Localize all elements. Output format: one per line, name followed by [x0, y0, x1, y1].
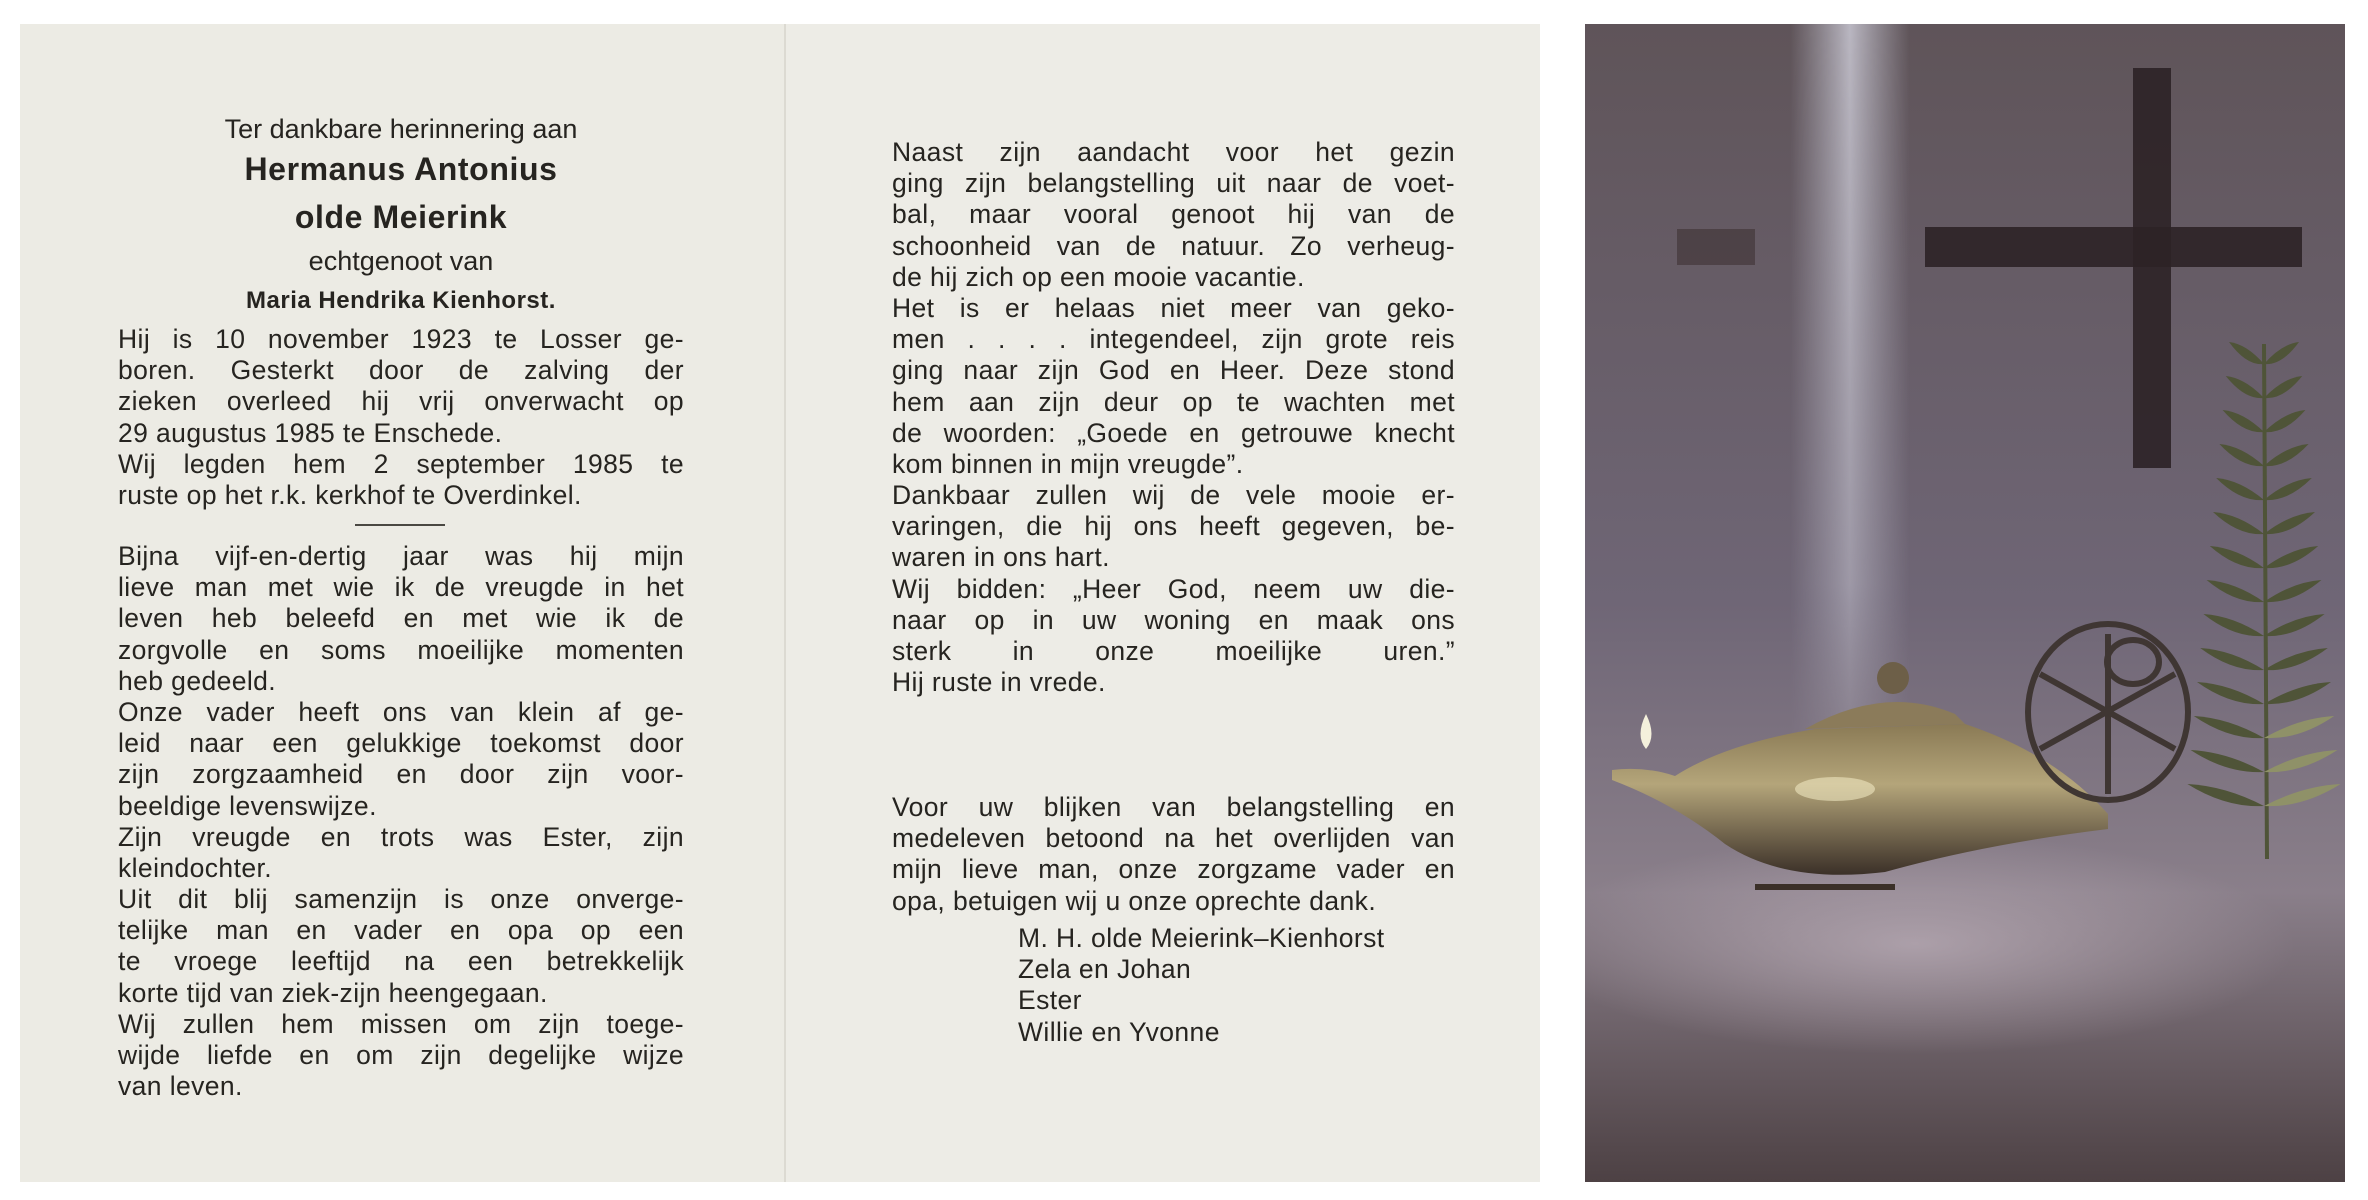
- memorial-illustration: [1585, 24, 2345, 1182]
- text-line: kleindochter.: [118, 852, 272, 883]
- spouse-name: Maria Hendrika Kienhorst.: [246, 287, 556, 314]
- deceased-name-line1: Hermanus Antonius: [244, 151, 558, 187]
- text-line: leid naar een gelukkige toekomst door: [118, 728, 684, 759]
- text-line: Hij is 10 november 1923 te Losser ge-: [118, 324, 684, 354]
- remembrance-block: [118, 541, 684, 1102]
- text-line: opa, betuigen wij u onze oprechte dank.: [892, 885, 1377, 916]
- text-line: leven heb beleefd en met wie ik de: [118, 603, 684, 634]
- text-line: Wij bidden: „Heer God, neem uw die-: [892, 573, 1455, 604]
- text-line: Wij legden hem 2 september 1985 te: [118, 448, 684, 479]
- text-line: varingen, die hij ons heeft gegeven, be-: [892, 511, 1455, 542]
- text-line: beeldige levenswijze.: [118, 790, 377, 821]
- signature-name: Willie en Yvonne: [1018, 1016, 1220, 1047]
- text-line: sterk in onze moeilijke uren.”: [892, 636, 1455, 666]
- text-line: men . . . . integendeel, zijn grote reis: [892, 324, 1455, 355]
- text-line: zorgvolle en soms moeilijke momenten: [118, 634, 684, 665]
- text-line: lieve man met wie ik de vreugde in het: [118, 572, 684, 603]
- text-line: waren in ons hart.: [892, 542, 1110, 573]
- text-line: zijn zorgzaamheid en door zijn voor-: [118, 759, 684, 790]
- text-line: zieken overleed hij vrij onverwacht op: [118, 386, 684, 417]
- text-line: mijn lieve man, onze zorgzame vader en: [892, 854, 1455, 885]
- deceased-name-line2: olde Meierink: [294, 199, 508, 235]
- signature-name: M. H. olde Meierink–Kienhorst: [1018, 923, 1385, 953]
- text-line: medeleven betoond na het overlijden van: [892, 823, 1455, 854]
- text-line: Bijna vijf-en-dertig jaar was hij mijn: [118, 541, 684, 571]
- text-line: wijde liefde en om zijn degelijke wijze: [118, 1040, 684, 1070]
- text-line: telijke man en vader en opa op een: [118, 915, 684, 946]
- text-line: schoonheid van de natuur. Zo verheug-: [892, 230, 1455, 261]
- intro-text: Ter dankbare herinnering aan: [224, 114, 578, 144]
- text-line: te vroege leeftijd na een betrekkelijk: [118, 946, 684, 977]
- text-line: de hij zich op een mooie vacantie.: [892, 261, 1305, 292]
- text-line: Zijn vreugde en trots was Ester, zijn: [118, 821, 684, 852]
- text-line: Naast zijn aandacht voor het gezin: [892, 137, 1455, 167]
- text-line: heb gedeeld.: [118, 665, 277, 696]
- text-line: Wij zullen hem missen om zijn toege-: [118, 1008, 684, 1039]
- text-line: Het is er helaas niet meer van geko-: [892, 292, 1455, 323]
- text-line: Onze vader heeft ons van klein af ge-: [118, 696, 684, 727]
- text-line: van leven.: [118, 1071, 243, 1102]
- tribute-block: [892, 137, 1455, 698]
- biography-block: [118, 324, 684, 511]
- text-line: bal, maar vooral genoot hij van de: [892, 199, 1455, 230]
- text-line: 29 augustus 1985 te Enschede.: [118, 417, 503, 448]
- text-line: boren. Gesterkt door de zalving der: [118, 355, 684, 386]
- card-fold-line: [784, 24, 786, 1182]
- text-line: ging naar zijn God en Heer. Deze stond: [892, 355, 1455, 386]
- text-line: kom binnen in mijn vreugde”.: [892, 448, 1244, 479]
- separator-line: [355, 524, 445, 526]
- thanks-block: [892, 792, 1455, 917]
- text-line: ruste op het r.k. kerkhof te Overdinkel.: [118, 479, 582, 510]
- signatures-list: [1018, 923, 1385, 1048]
- text-line: naar op in uw woning en maak ons: [892, 604, 1455, 635]
- text-line: de woorden: „Goede en getrouwe knecht: [892, 417, 1455, 448]
- text-line: Voor uw blijken van belangstelling en: [892, 792, 1455, 822]
- text-line: Hij ruste in vrede.: [892, 667, 1106, 698]
- text-line: korte tijd van ziek-zijn heengegaan.: [118, 977, 548, 1008]
- text-line: hem aan zijn deur op te wachten met: [892, 386, 1455, 417]
- text-line: Uit dit blij samenzijn is onze onverge-: [118, 884, 684, 915]
- relation-text: echtgenoot van: [308, 246, 494, 276]
- signature-name: Zela en Johan: [1018, 954, 1192, 985]
- signature-name: Ester: [1018, 985, 1082, 1016]
- text-line: ging zijn belangstelling uit naar de voet-: [892, 168, 1455, 199]
- text-line: Dankbaar zullen wij de vele mooie er-: [892, 480, 1455, 511]
